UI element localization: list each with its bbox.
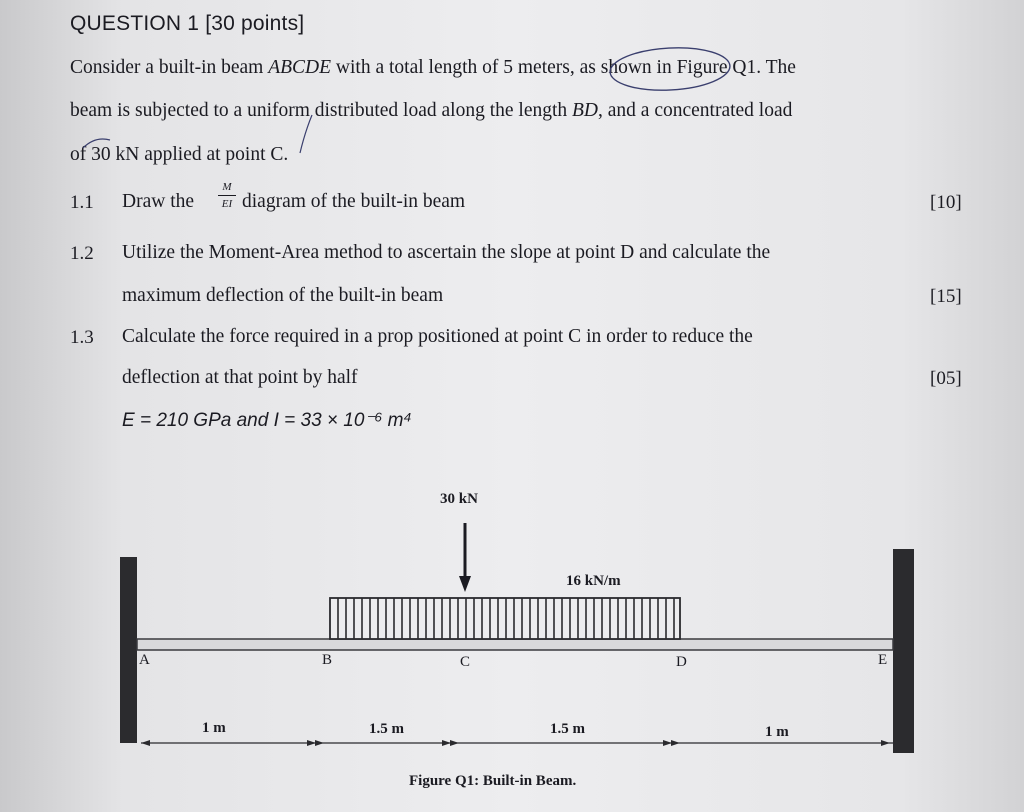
point-load-label: 30 kN bbox=[440, 491, 478, 507]
udl-block bbox=[330, 598, 680, 639]
intro-line-1b: with a total length of 5 meters, as shown in Figure Q1. The bbox=[331, 57, 796, 78]
intro-line-2a: beam is subjected to a uniform distributed load along the length bbox=[70, 100, 573, 121]
point-load-arrowhead bbox=[459, 576, 471, 592]
point-c-label: C bbox=[460, 654, 471, 670]
span-de-label: 1 m bbox=[765, 724, 789, 740]
task-1-3-marks: [05] bbox=[930, 368, 962, 389]
task-1-3-line-2: deflection at that point by half bbox=[122, 367, 358, 388]
task-1-2-marks: [15] bbox=[930, 286, 962, 307]
task-1-1-text: diagram of the built-in beam bbox=[242, 191, 466, 212]
span-ab-label: 1 m bbox=[202, 720, 226, 736]
task-1-3-number: 1.3 bbox=[70, 327, 94, 348]
task-1-2-line-2: maximum deflection of the built-in beam bbox=[122, 285, 444, 306]
question-title: QUESTION 1 [30 points] bbox=[70, 12, 305, 35]
point-a-label: A bbox=[139, 652, 150, 668]
task-1-1-marks: [10] bbox=[930, 192, 962, 213]
intro-line-2b: , and a concentrated load bbox=[598, 100, 793, 121]
beam-name: ABCDE bbox=[268, 57, 332, 78]
intro-line-3: of 30 kN applied at point C. bbox=[70, 144, 289, 165]
fraction-numerator: M bbox=[222, 181, 232, 193]
span-bc-label: 1.5 m bbox=[369, 721, 404, 737]
hand-drawn-circle bbox=[609, 45, 731, 93]
beam bbox=[137, 639, 893, 650]
task-1-3-line-1: Calculate the force required in a prop positioned at point C in order to reduce the bbox=[122, 326, 753, 347]
task-1-1-pre: Draw the bbox=[122, 191, 195, 212]
left-wall bbox=[120, 557, 137, 743]
segment-name: BD bbox=[572, 100, 599, 121]
point-e-label: E bbox=[878, 652, 888, 668]
figure-caption: Figure Q1: Built-in Beam. bbox=[409, 773, 577, 789]
task-1-2-number: 1.2 bbox=[70, 243, 94, 264]
material-constants: E = 210 GPa and I = 33 × 10⁻⁶ m⁴ bbox=[122, 410, 412, 431]
hand-drawn-mark bbox=[300, 115, 312, 153]
udl-label: 16 kN/m bbox=[566, 573, 621, 589]
task-1-1-number: 1.1 bbox=[70, 192, 94, 213]
span-cd-label: 1.5 m bbox=[550, 721, 585, 737]
point-b-label: B bbox=[322, 652, 333, 668]
hand-drawn-mark-2 bbox=[83, 139, 110, 148]
right-wall bbox=[893, 549, 914, 753]
task-1-2-line-1: Utilize the Moment-Area method to ascertain the slope at point D and calculate the bbox=[122, 242, 771, 263]
intro-line-1a: Consider a built-in beam bbox=[70, 57, 269, 78]
fraction-denominator: EI bbox=[221, 198, 233, 210]
point-d-label: D bbox=[676, 654, 687, 670]
